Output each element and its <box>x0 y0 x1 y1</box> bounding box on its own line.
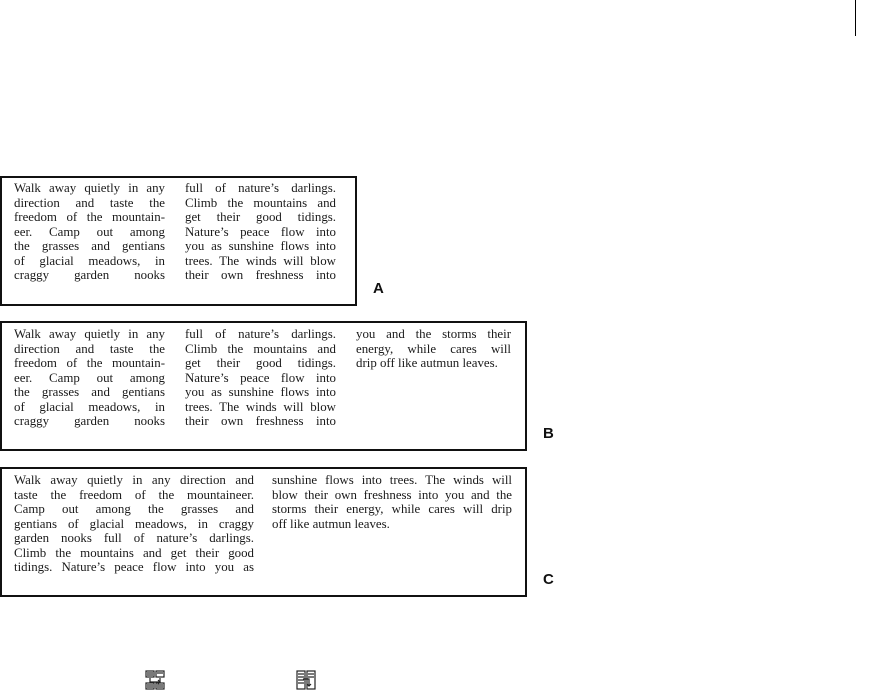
text-line: full of nature’s darlings. <box>185 327 336 341</box>
text-line: you and the storms their <box>356 327 511 341</box>
text-line: craggy garden nooks <box>14 268 165 282</box>
text-line: eer. Camp out among <box>14 224 165 239</box>
text-line: you as sunshine flows into <box>185 239 336 253</box>
text-line: Nature’s peace flow into <box>185 370 336 385</box>
text-line: garden nooks full of nature’s darlings. <box>14 531 254 545</box>
text-line: the grasses and gentians <box>14 239 165 253</box>
frame-a-column-2 <box>185 181 336 283</box>
text-frame-c[interactable] <box>0 467 527 597</box>
text-line: Walk away quietly in any <box>14 327 165 341</box>
text-line: storms their energy, while cares will drip <box>272 502 512 516</box>
frame-b-column-1 <box>14 327 165 429</box>
text-line: Climb the mountains and get their good <box>14 545 254 560</box>
text-line: trees. The winds will blow <box>185 253 336 268</box>
text-line: tidings. Nature’s peace flow into you as <box>14 560 254 574</box>
frame-label-a: A <box>373 280 384 297</box>
columns-balance-icon[interactable] <box>145 670 165 690</box>
text-line: blow their own freshness into you and the <box>272 487 512 502</box>
frame-c-column-2 <box>272 473 512 531</box>
text-line: sunshine flows into trees. The winds will <box>272 473 512 487</box>
text-line: freedom of the mountain- <box>14 356 165 370</box>
text-line: their own freshness into <box>185 414 336 428</box>
text-frame-a[interactable] <box>0 176 357 306</box>
text-line: the grasses and gentians <box>14 385 165 399</box>
columns-unbalance-icon[interactable] <box>296 670 316 690</box>
text-line: Walk away quietly in any <box>14 181 165 195</box>
page-edge-marker <box>855 0 856 36</box>
frame-c-column-1 <box>14 473 254 575</box>
frame-b-column-2 <box>185 327 336 429</box>
text-line: Nature’s peace flow into <box>185 224 336 239</box>
text-line: drip off like autmun leaves. <box>356 356 498 370</box>
text-line: freedom of the mountain- <box>14 210 165 224</box>
text-line: Climb the mountains and <box>185 341 336 356</box>
text-line: get their good tidings. <box>185 356 336 370</box>
text-line: of glacial meadows, in <box>14 253 165 268</box>
text-line: eer. Camp out among <box>14 370 165 385</box>
text-line: gentians of glacial meadows, in craggy <box>14 516 254 531</box>
text-line: Walk away quietly in any direction and <box>14 473 254 487</box>
text-line: Camp out among the grasses and <box>14 502 254 516</box>
text-line: direction and taste the <box>14 195 165 210</box>
text-line: get their good tidings. <box>185 210 336 224</box>
text-line: full of nature’s darlings. <box>185 181 336 195</box>
text-line: of glacial meadows, in <box>14 399 165 414</box>
text-frame-b[interactable] <box>0 321 527 451</box>
text-line: trees. The winds will blow <box>185 399 336 414</box>
frame-label-c: C <box>543 571 554 588</box>
text-line: energy, while cares will <box>356 341 511 356</box>
frame-label-b: B <box>543 425 554 442</box>
frame-a-column-1 <box>14 181 165 283</box>
text-line: taste the freedom of the mountaineer. <box>14 487 254 502</box>
text-line: Climb the mountains and <box>185 195 336 210</box>
text-line: you as sunshine flows into <box>185 385 336 399</box>
text-line: their own freshness into <box>185 268 336 282</box>
text-line: direction and taste the <box>14 341 165 356</box>
text-line: off like autmun leaves. <box>272 516 390 531</box>
text-line: craggy garden nooks <box>14 414 165 428</box>
frame-b-column-3 <box>356 327 511 371</box>
